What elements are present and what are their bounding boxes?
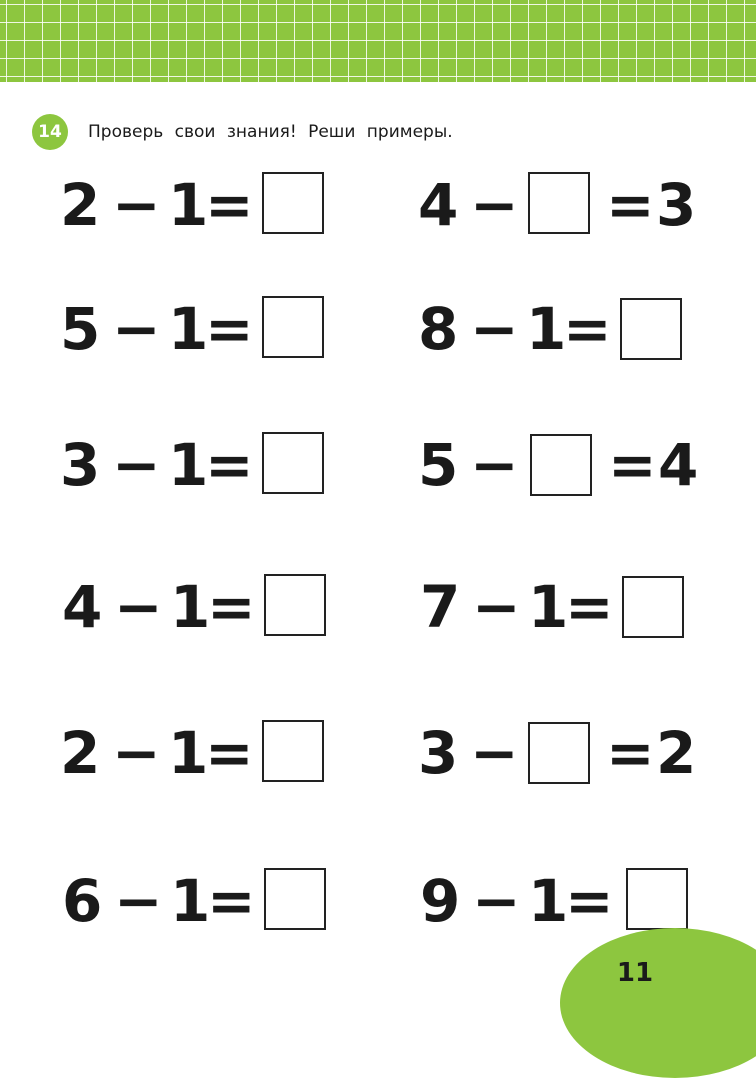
minus-sign: − (472, 867, 521, 935)
operand-a: 2 (60, 171, 101, 239)
equals-sign: = (563, 295, 612, 363)
problem-10 (418, 718, 718, 788)
minus-sign: − (470, 431, 519, 499)
answer-box[interactable] (620, 298, 682, 360)
operand-b: 1 (168, 431, 209, 499)
problem-3 (60, 294, 340, 364)
operand-a: 2 (60, 719, 101, 787)
problem-12 (420, 866, 720, 936)
problem-5 (60, 430, 340, 500)
result-value: 2 (656, 719, 697, 787)
equals-sign: = (207, 867, 256, 935)
problem-2 (418, 170, 718, 240)
operand-a: 5 (60, 295, 101, 363)
operand-a: 5 (418, 431, 459, 499)
minus-sign: − (114, 573, 163, 641)
minus-sign: − (114, 867, 163, 935)
problem-9 (60, 718, 340, 788)
problem-6 (418, 430, 718, 500)
answer-box[interactable] (264, 574, 326, 636)
task-header (32, 114, 453, 150)
equals-sign: = (606, 719, 655, 787)
minus-sign: − (470, 171, 519, 239)
missing-number-box[interactable] (528, 722, 590, 784)
answer-box[interactable] (626, 868, 688, 930)
missing-number-box[interactable] (530, 434, 592, 496)
answer-box[interactable] (262, 720, 324, 782)
operand-b: 1 (168, 719, 209, 787)
problem-11 (62, 866, 342, 936)
minus-sign: − (470, 719, 519, 787)
answer-box[interactable] (264, 868, 326, 930)
operand-b: 1 (170, 573, 211, 641)
equals-sign: = (565, 573, 614, 641)
task-instruction: Проверь свои знания! Реши примеры. (88, 122, 453, 142)
minus-sign: − (112, 171, 161, 239)
green-grid-banner (0, 0, 756, 82)
problem-4 (418, 294, 718, 364)
operand-a: 3 (418, 719, 459, 787)
result-value: 3 (656, 171, 697, 239)
answer-box[interactable] (262, 172, 324, 234)
minus-sign: − (472, 573, 521, 641)
missing-number-box[interactable] (528, 172, 590, 234)
equals-sign: = (205, 295, 254, 363)
minus-sign: − (112, 719, 161, 787)
operand-b: 1 (526, 295, 567, 363)
operand-a: 7 (420, 573, 461, 641)
equals-sign: = (207, 573, 256, 641)
minus-sign: − (112, 431, 161, 499)
operand-a: 6 (62, 867, 103, 935)
minus-sign: − (470, 295, 519, 363)
operand-a: 9 (420, 867, 461, 935)
answer-box[interactable] (262, 296, 324, 358)
operand-b: 1 (528, 573, 569, 641)
answer-box[interactable] (262, 432, 324, 494)
operand-b: 1 (168, 171, 209, 239)
equals-sign: = (205, 171, 254, 239)
task-number-badge: 14 (32, 114, 68, 150)
problem-7 (62, 572, 342, 642)
equals-sign: = (606, 171, 655, 239)
equals-sign: = (205, 431, 254, 499)
answer-box[interactable] (622, 576, 684, 638)
minus-sign: − (112, 295, 161, 363)
operand-b: 1 (168, 295, 209, 363)
equals-sign: = (565, 867, 614, 935)
page-number: 11 (616, 958, 654, 988)
equals-sign: = (205, 719, 254, 787)
operand-a: 4 (62, 573, 103, 641)
operand-a: 3 (60, 431, 101, 499)
operand-b: 1 (528, 867, 569, 935)
equals-sign: = (608, 431, 657, 499)
result-value: 4 (658, 431, 699, 499)
problem-1 (60, 170, 340, 240)
operand-b: 1 (170, 867, 211, 935)
operand-a: 4 (418, 171, 459, 239)
page-number-bubble (560, 928, 756, 1078)
operand-a: 8 (418, 295, 459, 363)
problem-8 (420, 572, 720, 642)
